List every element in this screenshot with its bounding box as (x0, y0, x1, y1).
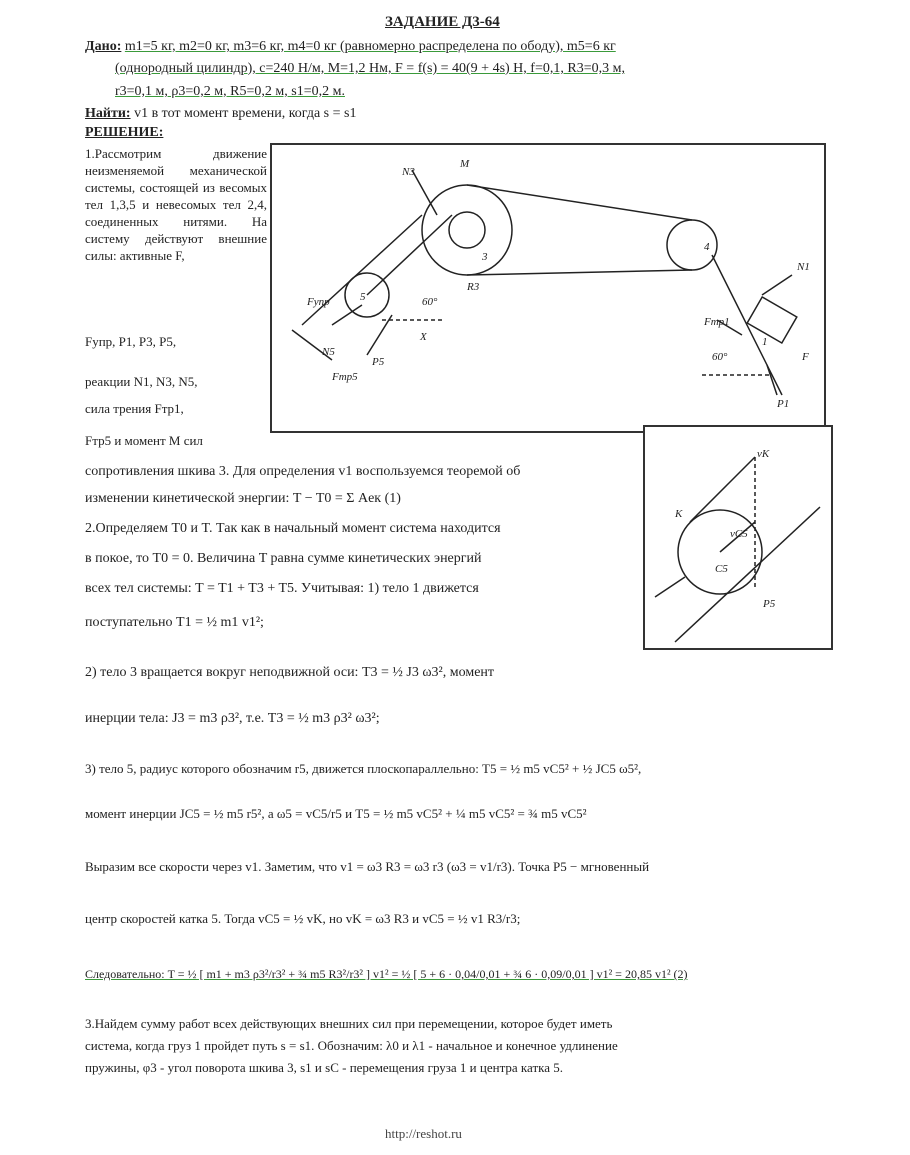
body-p5a: Выразим все скорости через v1. Заметим, что v1 = ω3 R3 = ω3 r3 (ω3 = v1/r3). Точка P5 − мгновенный (85, 859, 650, 874)
left-column-forces: Fупр, P1, P3, P5, (85, 334, 177, 349)
body-p3a: 2) тело 3 вращается вокруг неподвижной оси: T3 = ½ J3 ω3², момент (85, 665, 495, 680)
body-p7a: 3.Найдем сумму работ всех действующих внешних сил при перемещении, которое будет иметь (85, 1016, 613, 1031)
fig-label-60-left: 60° (422, 296, 438, 308)
body-p2a: 2.Определяем T0 и T. Так как в начальный момент система находится (85, 521, 501, 536)
fig-label-N1: N1 (797, 261, 810, 273)
fig-label-3: 3 (482, 251, 488, 263)
fig-label-60-right: 60° (712, 351, 728, 363)
given-label: Дано: (85, 39, 122, 54)
fig-label-Ftr1: Fтр1 (704, 316, 730, 328)
footer-url: http://reshot.ru (385, 1126, 462, 1141)
body-p2b: в покое, то T0 = 0. Величина T равна сумме кинетических энергий (85, 551, 482, 566)
roller-detail-diagram (645, 427, 831, 648)
fig-label-N5: N5 (322, 346, 335, 358)
left-column-friction: сила трения Fтр1, (85, 401, 184, 416)
body-p7b: система, когда груз 1 пройдет путь s = s1. Обозначим: λ0 и λ1 - начальное и конечное удлинение (85, 1038, 618, 1053)
fig-label-1: 1 (762, 336, 768, 348)
left-column-intro: 1.Рассмотрим движение неизменяемой механической системы, состоящей из весомых тел 1,3,5 и невесомых тел 2,4, соединенных нитями. На систему действуют внешние силы: активные F, (85, 146, 267, 263)
given-line-3: r3=0,1 м, ρ3=0,2 м, R5=0,2 м, s1=0,2 м. (115, 84, 345, 99)
body-p5b: центр скоростей катка 5. Тогда vC5 = ½ vK, но vK = ω3 R3 и vC5 = ½ v1 R3/r3; (85, 911, 521, 926)
given-line-2: (однородный цилиндр), c=240 Н/м, M=1,2 Нм, F = f(s) = 40(9 + 4s) Н, f=0,1, R3=0,3 м, (115, 61, 625, 76)
small-label-K: K (675, 508, 683, 520)
roller-detail-figure (643, 425, 833, 650)
left-column-reactions: реакции N1, N3, N5, (85, 374, 198, 389)
fig-label-Ftr5: Fтр5 (332, 371, 358, 383)
body-p4b: момент инерции JC5 = ½ m5 r5², а ω5 = vC5/r5 и T5 = ½ m5 vC5² + ¼ m5 vC5² = ¾ m5 vC5² (85, 806, 587, 821)
given-line-1 (85, 38, 616, 56)
solution-label: РЕШЕНИЕ: (85, 125, 164, 140)
page-title: ЗАДАНИЕ Д3-64 (385, 14, 500, 30)
mechanism-figure (270, 143, 826, 433)
fig-label-P5: P5 (372, 356, 385, 368)
fig-label-N3: N3 (402, 166, 415, 178)
find-line (85, 105, 356, 123)
body-p1a: сопротивления шкива 3. Для определения v1 воспользуемся теоремой об (85, 464, 521, 479)
fig-label-4: 4 (704, 241, 710, 253)
body-p1b: изменении кинетической энергии: T − T0 = Σ Aeк (1) (85, 491, 401, 506)
find-text: v1 в тот момент времени, когда s = s1 (134, 106, 357, 121)
left-column-moment: Fтр5 и момент M сил (85, 433, 203, 448)
fig-label-F: F (802, 351, 809, 363)
small-label-vC5: vC5 (730, 528, 748, 540)
fig-label-X: X (420, 331, 427, 343)
fig-label-Fupr: Fупр (307, 296, 330, 308)
small-label-P5: P5 (763, 598, 776, 610)
body-p6-text: Следовательно: T = ½ [ m1 + m3 ρ3²/r3² + ¾ m5 R3²/r3² ] v1² = ½ [ 5 + 6 · 0,04/0,01 + ¾ 6 · 0,09/0,01 ] v1² = 20,85 v1² (2) (85, 967, 688, 981)
body-p3b: инерции тела: J3 = m3 ρ3², т.е. T3 = ½ m3 ρ3² ω3²; (85, 711, 380, 726)
body-p7c: пружины, φ3 - угол поворота шкива 3, s1 и sC - перемещения груза 1 и центра катка 5. (85, 1060, 564, 1075)
small-label-C5: C5 (715, 563, 728, 575)
find-label: Найти: (85, 106, 131, 121)
body-p4a: 3) тело 5, радиус которого обозначим r5, движется плоскопараллельно: T5 = ½ m5 vC5² + ½ JC5 ω5², (85, 761, 642, 776)
mechanism-diagram (272, 145, 824, 431)
body-p2c: всех тел системы: T = T1 + T3 + T5. Учитывая: 1) тело 1 движется (85, 581, 479, 596)
given-text-1: m1=5 кг, m2=0 кг, m3=6 кг, m4=0 кг (равномерно распределена по ободу), m5=6 кг (124, 39, 616, 54)
fig-label-5: 5 (360, 291, 366, 303)
small-label-vK: vK (757, 448, 770, 460)
body-p6 (85, 965, 688, 983)
fig-label-P1: P1 (777, 398, 790, 410)
fig-label-R3: R3 (467, 281, 480, 293)
body-p2d: поступательно T1 = ½ m1 v1²; (85, 615, 264, 630)
fig-label-M: M (460, 158, 470, 170)
